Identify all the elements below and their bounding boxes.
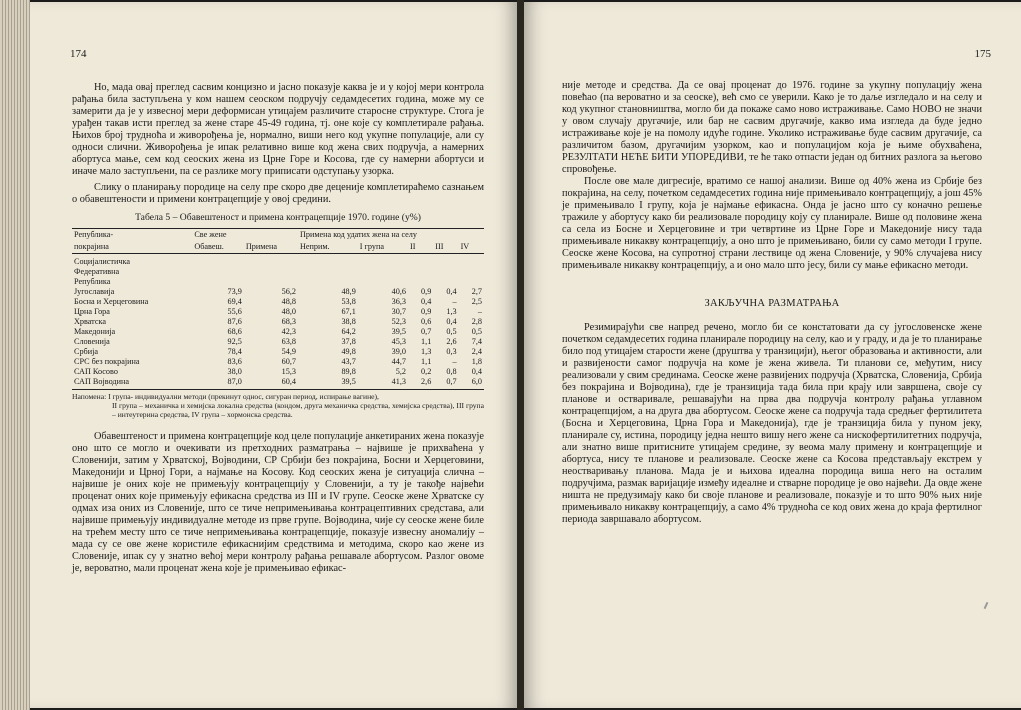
table-row [72,367,484,377]
table-cell: 54,9 [281,347,296,356]
table-row [72,287,484,297]
table-cell: 67,1 [341,307,356,316]
table-cell: 2,4 [471,347,482,356]
section-label: Република [74,277,111,286]
table-cell: 68,3 [281,317,296,326]
table-cell: 38,0 [227,367,242,376]
note-line: II група – механичка и хемијска локална средства (кондом, друга механичка средства, хемијска средства), III група – интеутерина средства, IV група – хормонска средства. [112,401,484,419]
table-cell: 68,6 [227,327,242,336]
table-cell: 1,1 [421,337,432,346]
table-cell: 0,7 [433,377,458,390]
row-label: Црна Гора [74,307,110,316]
table-cell: 2,5 [471,297,482,306]
col-header-all-women: Све жене [192,229,298,242]
table-cell: 83,6 [227,357,242,366]
table-row [72,347,484,357]
table-cell: 5,2 [395,367,406,376]
table-cell: 6,0 [459,377,484,390]
table-cell: 69,4 [227,297,242,306]
section-label: Федеративна [74,267,120,276]
table-cell: 48,0 [281,307,296,316]
paragraph: Резимирајући све напред речено, могло би се констатовати да су југословенске жене почетком седамдесетих година планирале породицу на селу, као и у граду, и да је то планирање било под утицајем старости жене (друштва у транзицији), његог образовања и активности, али и развијености самог подручја на коме је жена живела. Ти планови се, међутим, нису реализовали у свим срединама. Сеоске жене развијених подручја (Хрватска, Словенија, Србија без покрајина и Војводина), где је транзиција тада била при крају или завршена, своје су планове и остваривале, решавајући на прва два подручја контролу рађања углавном контрацепцијом, а на друга два абортусом. Сеоске жене са подручја тада средњег фертилитета (Босна и Херцеговина, Црна Гора и Македонија), где је транзиција била у пуном јеку, планирале су, истина, породицу једна нешто вишу него жене са нискофертилитетних подручја, али знатно више притисните утицајем средине, зу веома малу примену и контрацепције и абортуса, нису те планове и реализовале. Сеоске жене са Косова представљају екстрем у неостваривању планова. Мада је и њихова идеална породица виша него на осталим подручјима, размак варијације између идеалне и стварне породице је ово највећи. Да овде жене ништа не предузимају како би своје планове и реализовале, показује и то што 90% њих није примењивало никакву контрацепцију, а само 4% трудноћа се код ових жена до краја фертилног периода завршавало абортусом. [562,322,982,525]
table-row [72,337,484,347]
table-cell: 0,5 [471,327,482,336]
table-cell: 0,5 [446,327,457,336]
row-label: Србија [74,347,99,356]
col-header: III [433,241,458,254]
table-note [72,392,484,419]
table-cell: 39,5 [391,327,406,336]
right-page [524,2,1021,708]
table-row [72,377,484,390]
row-label: Хрватска [74,317,106,326]
col-header: IV [459,241,484,254]
table-cell: 2,8 [471,317,482,326]
table-cell: 56,2 [281,287,296,296]
table-row [72,357,484,367]
paragraph: Но, мада овај преглед сасвим концизно и јасно показује каква је и у којој мери контрола рађања била заступљена у ком нашем сеоском подручју седамдесетих година, може му се замерити да је у извесној мери деформисан утицајем различите старосне структуре. Стога је урађен такав исти преглед за жене старе 45-49 година, тј. оне које су комплетирале рађања. Њихов број трудноћа и живорођења је, нормално, виши него код укупне популације, али су односи слични. Живорођења је ипак релативно више код жена свих подручја, а намерних абортуса мање, сем код сеоских жена из Црне Горе и Косова, где су намерни абортуси и иначе мало заступљени, па се разлике могу приписати одступању узорка. [72,82,484,177]
row-label: СРС без покрајина [74,357,140,366]
table-cell: 7,4 [471,337,482,346]
table-cell: 37,8 [341,337,356,346]
table-cell: 0,9 [421,307,432,316]
table-cell: 41,3 [358,377,408,390]
table-row [72,317,484,327]
table-cell: 49,8 [341,347,356,356]
col-header-republic-2: покрајина [72,241,192,254]
col-header-republic: Република- [72,229,192,242]
paragraph: Обавештеност и примена контрацепције код целе популације анкетираних жена показује оно што се могло и очекивати из претходних разматрања – највише је прихваћена у Словенији, затим у Хрватској, Војводини, СР Србији без покрајина, Босни и Херцеговини, Македонији и Црној Гори, а најмање на Косову. Код сеоских жена је ситуација слична – највише је оних које не примењују контрацепцију у Словенији, а ту је такође највећи проценат оних које примењују ефикасна средства из III и IV групе. Сеоске жене Хрватске су одмах иза оних из Словеније, што се тиче непримењивања контрацептивних средстава, али највише примењују индивидуалне методе из прве групе. Војводина, чије су сеоске жене биле на трећем месту што се тиче непримењивања контрацепције, показује извесну аномалију – мада су се ове жене користиле ефикаснијим средствима и методима, скоро као жене из Словеније, ипак су у знатно већој мери контролу рађања решавале абортусом. Разлог овоме је, вероватно, мали проценат жена које је примењивао ефикас- [72,431,484,574]
table-cell: 53,8 [341,297,356,306]
col-header: I група [358,241,408,254]
contraception-table [72,228,484,390]
left-text-column [72,82,484,575]
table-row [72,297,484,307]
row-label: Југославија [74,287,115,296]
table-cell: 43,7 [341,357,356,366]
table-row [72,307,484,317]
page-number: 174 [70,48,87,60]
paragraph: Слику о планирању породице на селу пре скоро две деценије комплетираћемо сазнањем о обавештености и примени контрацепције у овој средини. [72,182,484,205]
note-line: Напомена: I група- индивидуални методи (прекинут однос, сигуран период, испирање вагине), [72,392,379,401]
table-cell: 0,4 [421,297,432,306]
table-cell: 92,5 [227,337,242,346]
table-cell: 48,9 [341,287,356,296]
table-cell: 60,4 [244,377,298,390]
row-label: САП Војводина [72,377,192,390]
table-cell: 1,3 [421,347,432,356]
table-cell: – [477,307,482,316]
table-cell: 0,8 [446,367,457,376]
table-cell: 44,7 [391,357,406,366]
table-cell: 39,0 [391,347,406,356]
col-header: II [408,241,433,254]
table-cell: 40,6 [391,287,406,296]
table-cell: 15,3 [281,367,296,376]
table-cell: 48,8 [281,297,296,306]
right-text-column [562,80,982,526]
left-page [30,2,517,708]
table-cell: 42,3 [281,327,296,336]
col-header: Примена [244,241,298,254]
col-header: Обавеш. [192,241,244,254]
pen-mark [984,602,989,609]
table-cell: 0,2 [421,367,432,376]
table-cell: 0,9 [421,287,432,296]
table-cell: 0,4 [471,367,482,376]
page-number: 175 [974,48,991,60]
section-label: Социјалистичка [74,257,130,266]
table-cell: 87,6 [227,317,242,326]
table-cell: 60,7 [281,357,296,366]
table-cell: – [452,297,457,306]
table-cell: – [452,357,457,366]
table-cell: 1,8 [471,357,482,366]
row-label: Словенија [74,337,110,346]
row-label: САП Косово [74,367,118,376]
table-cell: 0,4 [446,317,457,326]
table-cell: 64,2 [341,327,356,336]
col-header-users-group: Примена код удатих жена на селу [298,229,484,242]
table-cell: 73,9 [227,287,242,296]
col-header: Неприм. [298,241,358,254]
row-label: Босна и Херцеговина [74,297,149,306]
table-cell: 2,7 [471,287,482,296]
table-cell: 30,7 [391,307,406,316]
paragraph: После ове мале дигресије, вратимо се нашој анализи. Више од 40% жена из Србије без покрајина, на селу, почетком седамдесетих година није примењивало контрацепцију, а још 45% је примењивало I групу, која је најмање ефикасна. Онда је јасно што су коначно решење тражиле у абортусу како би реализовале породицу коју су планирале. Више од половине жена са села из Босне и Херцеговине и три четвртине из Црне Горе и Македоније нису тада примењивале никакву контрацепцију, а оно што је примењивано, били су само методи I групе. Сеоске жене Косова, на супротној страни лествице од жена Словеније, у 90% случајева нису примењивале никакву контрацепцију, а и оно мало што јесу, били су мање ефикасно методи. [562,176,982,271]
paragraph: није методе и средства. Да се овај проценат до 1976. године за укупну популацију жена повећао (па вероватно и за сеоске), већ смо се уверили. Како је то даље изгледало и на селу и код укупног становништва, могло би да покаже само ново истраживање. Само НОВО не значи у овом случају другачије, или бар не сасвим другачије, какво има изгледа да буде једно истраживање које је на помолу идуће године. Уколико истраживање буде сасвим другачије, са различитом базом, другачијим узорком, као и популацијом која је њиме обухваћена, РЕЗУЛТАТИ НЕЋЕ БИТИ УПОРЕДИВИ, те ће тако отпасти један од битних разлога за његово спровођење. [562,80,982,175]
section-heading: ЗАКЉУЧНА РАЗМАТРАЊА [704,298,840,309]
table-cell: 0,6 [421,317,432,326]
table-cell: 39,5 [298,377,358,390]
table-row [72,327,484,337]
table-cell: 78,4 [227,347,242,356]
table-cell: 0,7 [421,327,432,336]
table-cell: 89,8 [341,367,356,376]
book-gutter [517,0,524,710]
book-page-edges [0,0,30,710]
table-cell: 55,6 [227,307,242,316]
table-cell: 52,3 [391,317,406,326]
table-caption: Табела 5 – Обавештеност и примена контрацепције 1970. године (у%) [135,212,421,223]
row-label: Македонија [74,327,116,336]
table-cell: 63,8 [281,337,296,346]
table-cell: 0,3 [446,347,457,356]
table-cell: 87,0 [192,377,244,390]
table-cell: 2,6 [408,377,433,390]
table-cell: 2,6 [446,337,457,346]
table-cell: 45,3 [391,337,406,346]
table-cell: 1,3 [446,307,457,316]
table-cell: 38,8 [341,317,356,326]
table-cell: 0,4 [446,287,457,296]
table-cell: 36,3 [391,297,406,306]
table-cell: 1,1 [421,357,432,366]
